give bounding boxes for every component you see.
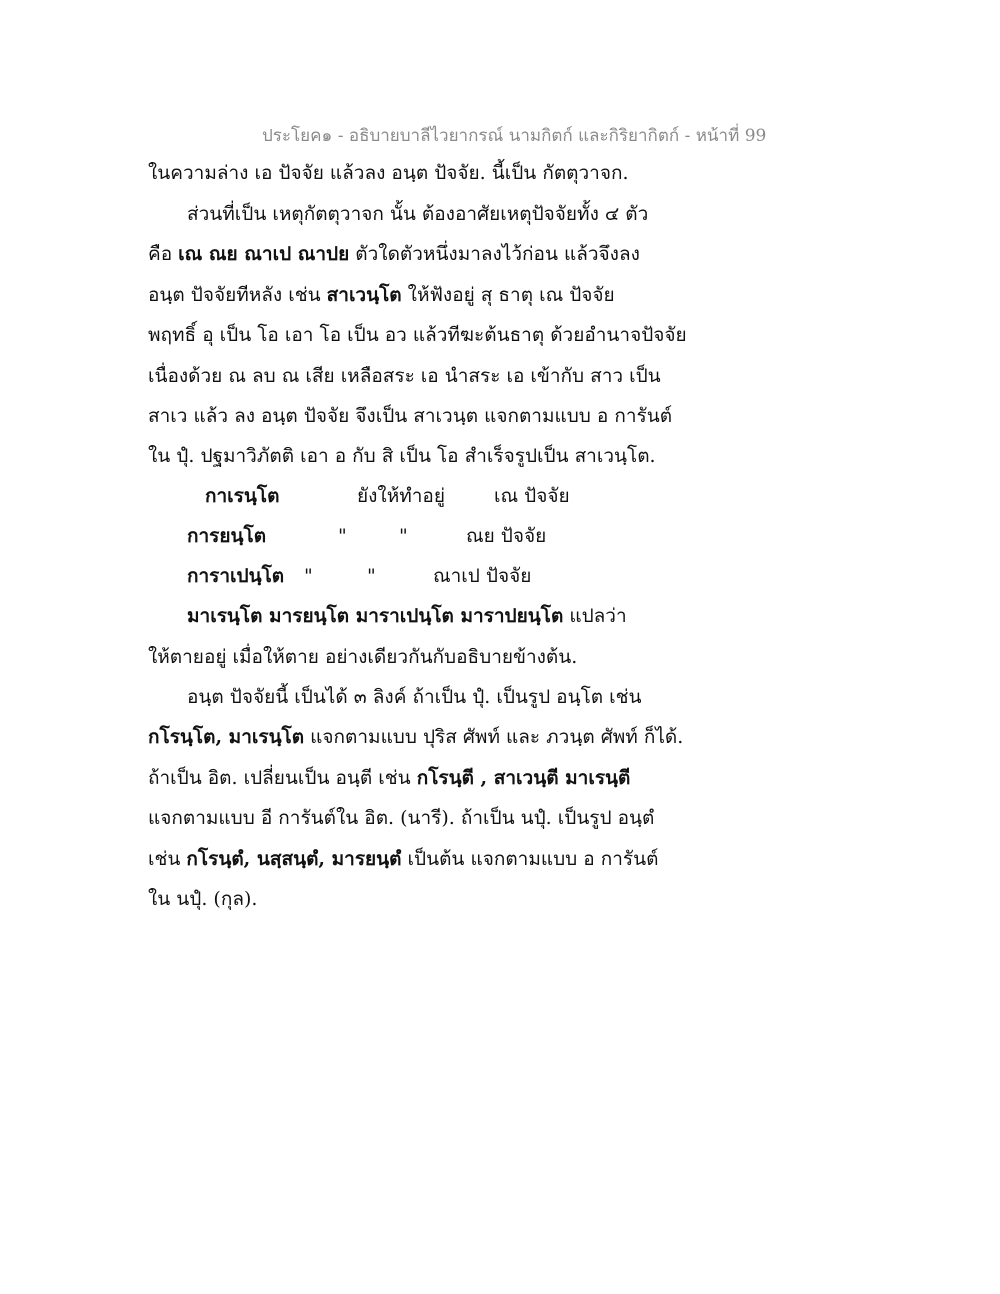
- text-run: ส่วนที่เป็น เหตุกัตตุวาจก นั้น ต้องอาศัยเหตุปัจจัยทั้ง ๔ ตัว: [187, 203, 649, 225]
- text-run: อนฺต ปัจจัยนี้ เป็นได้ ๓ ลิงค์ ถ้าเป็น ปุํ. เป็นรูป อนฺโต เช่น: [187, 686, 642, 708]
- text-run: ตัวใดตัวหนึ่งมาลงไว้ก่อน แล้วจึงลง: [349, 243, 640, 265]
- table-suffix: ณาเป ปัจจัย: [433, 565, 532, 587]
- text-run: พฤทธิ์ อุ เป็น โอ เอา โอ เป็น อว แล้วทีฆะต้นธาตุ ด้วยอำนาจปัจจัย: [148, 324, 687, 346]
- text-run: แปลว่า: [563, 605, 627, 627]
- text-run: ในความล่าง เอ ปัจจัย แล้วลง อนฺต ปัจจัย. นี้เป็น กัตตุวาจก.: [148, 162, 629, 184]
- text-run: แจกตามแบบ ปุริส ศัพท์ และ ภวนฺต ศัพท์ ก็ได้.: [304, 726, 684, 748]
- text-line: [148, 363, 661, 389]
- text-run: เป็นต้น แจกตามแบบ อ การันต์: [401, 848, 659, 870]
- text-run: ให้ฟังอยู่ สุ ธาตุ เณ ปัจจัย: [401, 284, 615, 306]
- ditto-mark: ": [304, 565, 313, 587]
- text-line: [148, 765, 630, 791]
- text-line: [148, 805, 654, 831]
- table-word: กาเรนฺโต: [205, 485, 280, 507]
- text-run: ใน นปุํ. (กุล).: [148, 888, 258, 910]
- bold-term: มาเรนฺโต มารยนฺโต มาราเปนฺโต มาราปยนฺโต: [187, 605, 564, 627]
- text-line: [148, 724, 683, 750]
- text-run: เนื่องด้วย ณ ลบ ณ เสีย เหลือสระ เอ นำสระ เอ เข้ากับ สาว เป็น: [148, 365, 661, 387]
- table-suffix: เณ ปัจจัย: [494, 485, 570, 507]
- text-line: [148, 443, 656, 469]
- bold-term: เณ ณย ณาเป ณาปย: [178, 243, 350, 265]
- text-run: เช่น: [148, 848, 187, 870]
- text-line: [148, 160, 629, 186]
- text-run: ถ้าเป็น อิต. เปลี่ยนเป็น อนฺตี เช่น: [148, 767, 417, 789]
- text-line: [187, 684, 642, 710]
- ditto-mark: ": [399, 525, 408, 547]
- text-run: คือ: [148, 243, 179, 265]
- text-line: [148, 886, 257, 912]
- ditto-mark: ": [338, 525, 347, 547]
- text-run: สาเว แล้ว ลง อนฺต ปัจจัย จึงเป็น สาเวนฺต แจกตามแบบ อ การันต์: [148, 405, 673, 427]
- text-line: [148, 282, 615, 308]
- bold-term: กโรนฺโต, มาเรนฺโต: [148, 726, 305, 748]
- text-run: ให้ตายอยู่ เมื่อให้ตาย อย่างเดียวกันกับอธิบายข้างต้น.: [148, 646, 578, 668]
- bold-term: กโรนฺตี , สาเวนฺตี มาเรนฺตี: [416, 767, 631, 789]
- table-word: การาเปนฺโต: [187, 565, 285, 587]
- text-line: [148, 241, 640, 267]
- page-header: ประโยค๑ - อธิบายบาลีไวยากรณ์ นามกิตก์ และกิริยากิตก์ - หน้าที่ 99: [262, 126, 767, 146]
- text-run: อนฺต ปัจจัยทีหลัง เช่น: [148, 284, 327, 306]
- text-line: [148, 644, 577, 670]
- table-suffix: ณย ปัจจัย: [466, 525, 547, 547]
- text-line: [148, 322, 687, 348]
- text-run: ใน ปุํ. ปฐมาวิภัตติ เอา อ กับ สิ เป็น โอ สำเร็จรูปเป็น สาเวนฺโต.: [148, 445, 656, 467]
- ditto-mark: ": [367, 565, 376, 587]
- table-word: การยนฺโต: [187, 525, 267, 547]
- text-run: แจกตามแบบ อี การันต์ใน อิต. (นารี). ถ้าเป็น นปุํ. เป็นรูป อนฺตํ: [148, 807, 655, 829]
- text-line: [187, 603, 627, 629]
- text-line: [148, 846, 658, 872]
- text-line: [187, 201, 648, 227]
- bold-term: สาเวนฺโต: [326, 284, 402, 306]
- bold-term: กโรนฺตํ, นสฺสนฺตํ, มารยนฺตํ: [186, 848, 402, 870]
- text-line: [148, 403, 672, 429]
- table-meaning: ยังให้ทำอยู่: [357, 485, 445, 507]
